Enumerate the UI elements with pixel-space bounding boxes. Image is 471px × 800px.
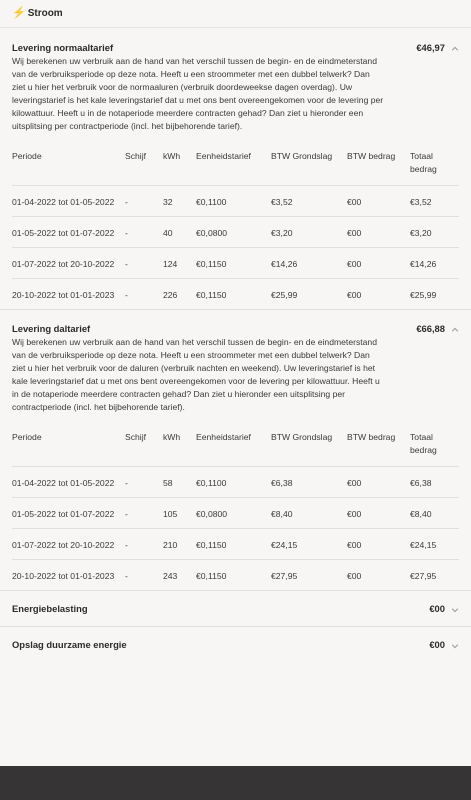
cell-rate: €0,1150 (196, 560, 271, 591)
stroom-header (0, 0, 471, 28)
cell-btw-base: €6,38 (271, 467, 347, 498)
cell-total: €14,26 (410, 248, 459, 279)
cell-btw-base: €25,99 (271, 279, 347, 310)
column-header: Schijf (125, 432, 147, 442)
cell-schijf: - (125, 248, 163, 279)
cell-rate: €0,1150 (196, 279, 271, 310)
section-title: Levering normaaltarief (12, 42, 114, 53)
cell-rate: €0,1150 (196, 529, 271, 560)
chevron-down-icon[interactable] (451, 641, 459, 649)
cell-total: €8,40 (410, 498, 459, 529)
cell-schijf: - (125, 186, 163, 217)
cell-kwh: 105 (163, 498, 196, 529)
column-header: kWh (163, 432, 181, 442)
section-description: Wij berekenen uw verbruik aan de hand van het verschil tussen de begin- en de eindmeterstand van de verbruiksperiode op deze nota. Heeft u een stroommeter met een dubbel telwerk? Dan ziet u hier het verbruik voor de daluren (verbruik nachten en weekend). Uw leveringstarief is het kale leveringstarief dat u met ons bent overeengekomen voor de levering per kilowattuur. Heeft u in de notaperiode meerdere contracten gehad? Dan ziet u hieronder een uitsplitsing per contractperiode (incl. het bijbehorende tarief). (12, 337, 380, 412)
table-row (12, 529, 459, 560)
cell-total: €3,20 (410, 217, 459, 248)
column-header: kWh (163, 151, 181, 161)
column-header: BTW bedrag (347, 151, 396, 161)
table-row (12, 498, 459, 529)
section-description: Wij berekenen uw verbruik aan de hand van het verschil tussen de begin- en de eindmeterstand van de verbruiksperiode op deze nota. Heeft u een stroommeter met een dubbel telwerk? Dan ziet u hier het verbruik voor de normaaluren (verbruik doordeweekse dagen overdag). Uw leveringstarief is het kale leveringstarief dat u met ons bent overeengekomen voor de levering per kilowattuur. Heeft u in de notaperiode meerdere contracten gehad? Dan ziet u hieronder een uitsplitsing per contractperiode (incl. het bijbehorende tarief). (12, 56, 384, 131)
column-header: BTW Grondslag (271, 151, 333, 161)
cell-total: €24,15 (410, 529, 459, 560)
cell-kwh: 58 (163, 467, 196, 498)
cell-kwh: 124 (163, 248, 196, 279)
cell-period: 01-05-2022 tot 01-07-2022 (12, 498, 125, 529)
chevron-down-icon[interactable] (451, 605, 459, 613)
column-header: Totaal bedrag (410, 432, 437, 455)
cell-kwh: 226 (163, 279, 196, 310)
collapsed-section-1[interactable] (0, 626, 471, 662)
section-right (416, 41, 459, 54)
table-row (12, 217, 459, 248)
cell-btw: €00 (347, 279, 410, 310)
lightning-icon: ⚡ (12, 7, 26, 19)
section-amount: €00 (429, 639, 445, 650)
section-title: Energiebelasting (12, 603, 88, 614)
cell-total: €27,95 (410, 560, 459, 591)
cell-btw: €00 (347, 248, 410, 279)
section-title: Levering daltarief (12, 323, 91, 334)
column-header: Schijf (125, 151, 147, 161)
section-amount: €66,88 (416, 323, 445, 334)
cell-total: €3,52 (410, 186, 459, 217)
cell-total: €25,99 (410, 279, 459, 310)
section-0 (0, 28, 471, 309)
column-header: Eenheidstarief (196, 432, 251, 442)
cell-period: 20-10-2022 tot 01-01-2023 (12, 560, 125, 591)
cell-btw-base: €8,40 (271, 498, 347, 529)
cell-schijf: - (125, 529, 163, 560)
cell-btw-base: €27,95 (271, 560, 347, 591)
section-amount: €00 (429, 603, 445, 614)
section-header[interactable] (12, 41, 459, 54)
cell-period: 01-07-2022 tot 20-10-2022 (12, 529, 125, 560)
cell-period: 01-07-2022 tot 20-10-2022 (12, 248, 125, 279)
column-header: Periode (12, 432, 42, 442)
section-right (416, 322, 459, 335)
collapsed-section-0[interactable] (0, 590, 471, 626)
cell-rate: €0,0800 (196, 217, 271, 248)
cell-period: 01-05-2022 tot 01-07-2022 (12, 217, 125, 248)
cell-schijf: - (125, 560, 163, 591)
table-row (12, 248, 459, 279)
cell-schijf: - (125, 498, 163, 529)
cell-rate: €0,1150 (196, 248, 271, 279)
section-header[interactable] (12, 322, 459, 335)
cell-period: 01-04-2022 tot 01-05-2022 (12, 467, 125, 498)
table-row (12, 186, 459, 217)
section-title: Opslag duurzame energie (12, 639, 127, 650)
table-row (12, 560, 459, 591)
chevron-up-icon[interactable] (451, 44, 459, 52)
usage-table (12, 150, 459, 309)
header-title: Stroom (27, 8, 63, 19)
cell-btw: €00 (347, 498, 410, 529)
column-header: Periode (12, 151, 42, 161)
cell-btw-base: €14,26 (271, 248, 347, 279)
cell-total: €6,38 (410, 467, 459, 498)
section-right (429, 602, 459, 615)
table-row (12, 279, 459, 310)
cell-kwh: 243 (163, 560, 196, 591)
cell-schijf: - (125, 279, 163, 310)
cell-btw: €00 (347, 217, 410, 248)
cell-kwh: 210 (163, 529, 196, 560)
cell-schijf: - (125, 467, 163, 498)
cell-schijf: - (125, 217, 163, 248)
column-header: Totaal bedrag (410, 151, 437, 174)
cell-btw: €00 (347, 529, 410, 560)
section-right (429, 638, 459, 651)
cell-rate: €0,1100 (196, 467, 271, 498)
cell-btw: €00 (347, 560, 410, 591)
table-row (12, 467, 459, 498)
cell-btw: €00 (347, 186, 410, 217)
cell-period: 20-10-2022 tot 01-01-2023 (12, 279, 125, 310)
cell-kwh: 40 (163, 217, 196, 248)
table-header-row (12, 431, 459, 467)
section-1 (0, 309, 471, 590)
column-header: BTW bedrag (347, 432, 396, 442)
footer-band (0, 766, 471, 800)
table-header-row (12, 150, 459, 186)
cell-rate: €0,0800 (196, 498, 271, 529)
chevron-up-icon[interactable] (451, 325, 459, 333)
cost-sections (0, 28, 471, 590)
column-header: BTW Grondslag (271, 432, 333, 442)
usage-table (12, 431, 459, 590)
cell-btw: €00 (347, 467, 410, 498)
cell-period: 01-04-2022 tot 01-05-2022 (12, 186, 125, 217)
cell-btw-base: €3,52 (271, 186, 347, 217)
column-header: Eenheidstarief (196, 151, 251, 161)
section-amount: €46,97 (416, 42, 445, 53)
cell-kwh: 32 (163, 186, 196, 217)
cell-rate: €0,1100 (196, 186, 271, 217)
collapsed-sections (0, 590, 471, 662)
cell-btw-base: €3,20 (271, 217, 347, 248)
cell-btw-base: €24,15 (271, 529, 347, 560)
